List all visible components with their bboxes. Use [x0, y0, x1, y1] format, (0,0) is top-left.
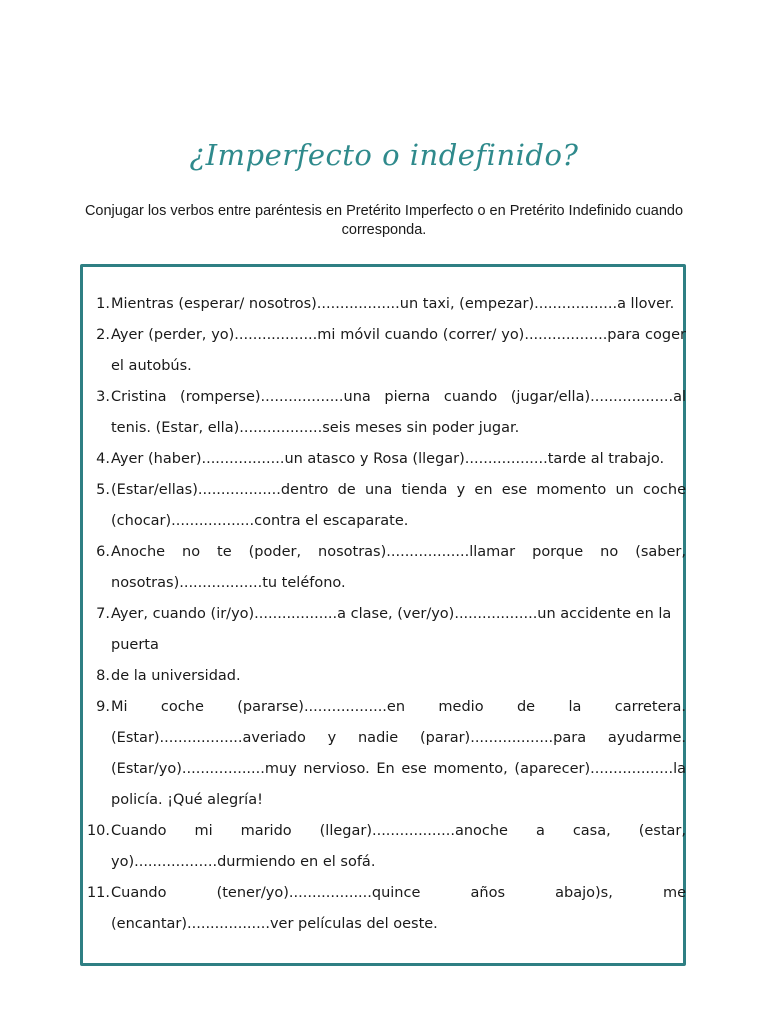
page-title: ¿Imperfecto o indefinido? — [189, 138, 579, 172]
exercise-text: Mientras (esperar/ nosotros)..................un taxi, (empezar)..................a llover. — [111, 296, 675, 312]
exercise-item-7 — [94, 599, 686, 661]
exercise-text: Cuando mi marido (llegar)..................anoche a casa, (estar, yo)..................durmiendo en el sofá. — [111, 823, 686, 870]
exercise-number: 10. — [86, 823, 110, 839]
exercise-item-2 — [94, 320, 686, 382]
exercise-number: 3. — [96, 389, 110, 405]
exercise-number: 9. — [96, 699, 110, 715]
exercise-text: Anoche no te (poder, nosotras)..................llamar porque no (saber, nosotras)..................tu teléfono. — [111, 544, 686, 591]
exercise-text: Mi coche (pararse)..................en medio de la carretera. (Estar)..................averiado y nadie (parar)..................para ayudarme. (Estar/yo)..................muy nervioso. En ese momento, (aparecer)..................la policía. ¡Qué alegría! — [111, 699, 686, 808]
instructions-text: Conjugar los verbos entre paréntesis en Pretérito Imperfecto o en Pretérito Indefinido cuando corresponda. — [84, 203, 684, 238]
exercise-number: 5. — [96, 482, 110, 498]
exercise-text: Ayer, cuando (ir/yo)..................a clase, (ver/yo)..................un accidente en la puerta — [111, 606, 672, 653]
exercise-list — [86, 289, 686, 940]
exercise-number: 4. — [96, 451, 110, 467]
exercise-number: 2. — [96, 327, 110, 343]
exercise-text: de la universidad. — [111, 668, 241, 684]
exercise-item-4 — [94, 444, 686, 475]
exercise-item-5 — [94, 475, 686, 537]
exercise-text: Cuando (tener/yo)..................quince años abajo)s, me (encantar)..................ver películas del oeste. — [111, 885, 686, 932]
exercise-text: Ayer (perder, yo)..................mi móvil cuando (correr/ yo)..................para coger el autobús. — [111, 327, 686, 374]
exercise-item-8 — [94, 661, 686, 692]
exercise-item-11 — [86, 878, 686, 940]
exercise-item-9 — [94, 692, 686, 816]
exercise-item-1 — [94, 289, 686, 320]
exercise-number: 6. — [96, 544, 110, 560]
exercise-number: 7. — [96, 606, 110, 622]
exercise-item-3 — [94, 382, 686, 444]
exercise-item-6 — [94, 537, 686, 599]
exercise-item-10 — [86, 816, 686, 878]
exercise-text: Ayer (haber)..................un atasco y Rosa (llegar)..................tarde al trabajo. — [111, 451, 665, 467]
exercise-number: 8. — [96, 668, 110, 684]
exercise-number: 1. — [96, 296, 110, 312]
exercise-number: 11. — [86, 885, 110, 901]
exercise-text: (Estar/ellas)..................dentro de una tienda y en ese momento un coche (chocar)..................contra el escaparate. — [111, 482, 686, 529]
exercise-text: Cristina (romperse)..................una pierna cuando (jugar/ella)..................al tenis. (Estar, ella)..................seis meses sin poder jugar. — [111, 389, 686, 436]
